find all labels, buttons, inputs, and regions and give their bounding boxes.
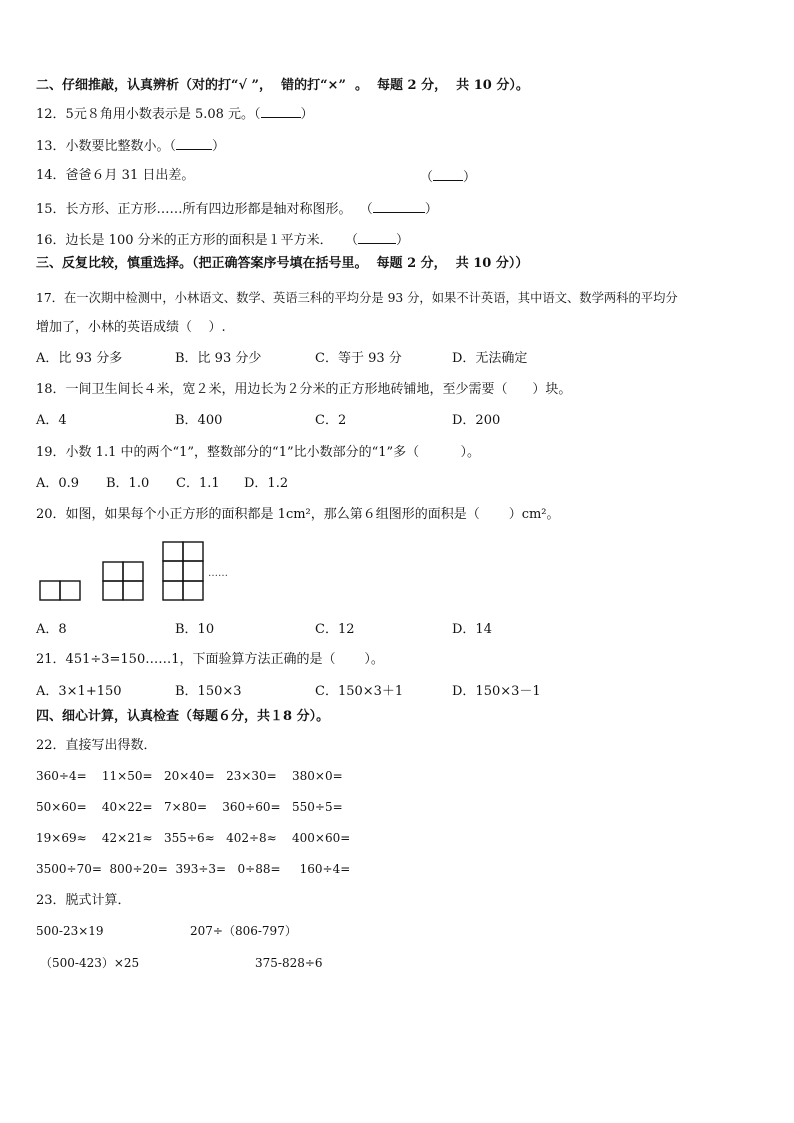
question-17-line1: 17．在一次期中检测中，小林语文、数学、英语三科的平均分是 93 分，如果不计英语，其中语文、数学两科的平均分 [36, 291, 678, 305]
step-calc-2: 207÷（806-797） [190, 924, 297, 938]
mental-calc-row-2: 50×60= 40×22= 7×80= 360÷60= 550÷5= [36, 800, 343, 814]
unit-square [183, 542, 203, 561]
q19-option-c[interactable]: C．1.1 [176, 476, 220, 491]
q20-option-a[interactable]: A．8 [36, 622, 67, 637]
mental-calc-row-4: 3500÷70= 800÷20= 393÷3= 0÷88= 160÷4= [36, 862, 351, 876]
unit-square [163, 561, 183, 581]
unit-square [123, 581, 143, 600]
q21-option-c[interactable]: C．150×3＋1 [315, 684, 404, 699]
question-12: 12．5元８角用小数表示是 5.08 元。（ ） [36, 107, 314, 122]
q19-option-a[interactable]: A．0.9 [36, 476, 80, 491]
section-2-heading: 二、仔细推敲，认真辨析（对的打“√ ”， 错的打“×” 。 每题 2 分， 共 10 分）。 [36, 78, 529, 93]
answer-blank[interactable] [433, 168, 463, 181]
question-22-title: 22．直接写出得数． [36, 738, 157, 753]
q20-option-b[interactable]: B．10 [175, 622, 215, 637]
q20-option-c[interactable]: C．12 [315, 622, 355, 637]
unit-square [103, 562, 123, 581]
q18-option-a[interactable]: A．4 [36, 413, 67, 428]
q18-option-b[interactable]: B．400 [175, 413, 223, 428]
step-calc-1: 500-23×19 [36, 924, 104, 938]
q21-option-b[interactable]: B．150×3 [175, 684, 242, 699]
question-19: 19．小数 1.1 中的两个“1”，整数部分的“1”比小数部分的“1”多（ ）。 [36, 445, 480, 460]
question-23-title: 23．脱式计算． [36, 893, 131, 908]
section-3-heading: 三、反复比较，慎重选择。（把正确答案序号填在括号里。 每题 2 分， 共 10 分）） [36, 256, 529, 271]
question-18: 18．一间卫生间长４米，宽２米，用边长为２分米的正方形地砖铺地，至少需要（ ）块。 [36, 382, 572, 397]
q21-option-a[interactable]: A．3×1+150 [36, 684, 122, 699]
q19-option-b[interactable]: B．1.0 [106, 476, 150, 491]
q17-option-a[interactable]: A．比 93 分多 [36, 351, 123, 366]
answer-blank[interactable] [373, 200, 425, 213]
q21-option-d[interactable]: D．150×3－1 [452, 684, 541, 699]
answer-blank[interactable] [261, 105, 301, 118]
question-13: 13．小数要比整数小。（ ） [36, 139, 226, 154]
step-calc-4: 375-828÷6 [255, 956, 323, 970]
question-14: 14．爸爸６月 31 日出差。 [36, 168, 195, 183]
unit-square [163, 581, 183, 600]
question-14-paren: （ ） [420, 170, 477, 185]
q20-option-d[interactable]: D．14 [452, 622, 492, 637]
q17-option-b[interactable]: B．比 93 分少 [175, 351, 262, 366]
q17-option-d[interactable]: D．无法确定 [452, 351, 528, 366]
question-16: 16．边长是 100 分米的正方形的面积是１平方米． （ ） [36, 233, 410, 248]
q18-option-c[interactable]: C．2 [315, 413, 347, 428]
figure-ellipsis: …… [208, 568, 228, 579]
answer-blank[interactable] [358, 231, 396, 244]
section-4-heading: 四、细心计算，认真检查（每题６分，共１8 分）。 [36, 709, 330, 724]
q19-option-d[interactable]: D．1.2 [244, 476, 289, 491]
question-17-line2: 增加了，小林的英语成绩（ ）. [36, 320, 226, 335]
unit-square [183, 561, 203, 581]
mental-calc-row-1: 360÷4= 11×50= 20×40= 23×30= 380×0= [36, 769, 343, 783]
question-15: 15．长方形、正方形……所有四边形都是轴对称图形。 （ ） [36, 202, 438, 217]
unit-square [163, 542, 183, 561]
question-20: 20．如图，如果每个小正方形的面积都是 1cm²，那么第６组图形的面积是（ ）cm²。 [36, 507, 560, 522]
unit-square [183, 581, 203, 600]
answer-blank[interactable] [176, 137, 212, 150]
step-calc-3: （500-423）×25 [40, 956, 140, 970]
unit-square [103, 581, 123, 600]
mental-calc-row-3: 19×69≈ 42×21≈ 355÷6≈ 402÷8≈ 400×60= [36, 831, 351, 845]
q17-option-c[interactable]: C．等于 93 分 [315, 351, 402, 366]
unit-square [40, 581, 60, 600]
unit-square [60, 581, 80, 600]
unit-square [123, 562, 143, 581]
question-21: 21．451÷3=150……1，下面验算方法正确的是（ ）。 [36, 652, 384, 667]
square-pattern-figure [36, 538, 266, 604]
q18-option-d[interactable]: D．200 [452, 413, 501, 428]
